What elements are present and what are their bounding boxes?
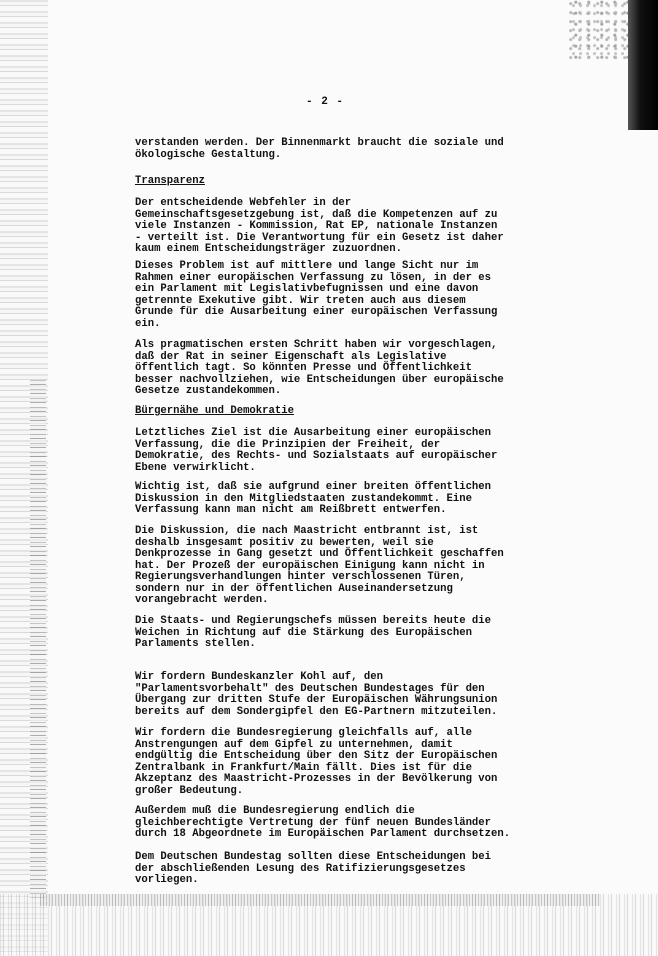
paragraph-line: Wichtig ist, daß sie aufgrund einer breiten öffentlichen xyxy=(135,481,492,493)
paragraph-line: endgültig die Entscheidung über den Sitz der Europäischen xyxy=(135,750,498,762)
paragraph-line: Rahmen einer europäischen Verfassung zu lösen, in der es xyxy=(135,271,492,284)
paragraph-line: Weichen in Richtung auf die Stärkung des Europäischen xyxy=(135,626,472,639)
heading-text: Transparenz xyxy=(135,175,205,187)
paragraph-line: Ebene verwirklicht. xyxy=(135,461,256,474)
paragraph-line: deshalb insgesamt positiv zu bewerten, weil sie xyxy=(135,536,434,549)
paragraph-line: "Parlamentsvorbehalt" des Deutschen Bundestages für den xyxy=(135,682,485,695)
paragraph xyxy=(135,428,535,474)
paragraph-line: - verteilt ist. Die Verantwortung für ein Gesetz ist daher xyxy=(135,231,504,244)
paragraph-line: ein Parlament mit Legislativbefugnissen und eine davon xyxy=(135,283,479,295)
paragraph-line: Verfassung, die die Prinzipien der Freiheit, der xyxy=(135,438,441,451)
paragraph-line: ökologische Gestaltung. xyxy=(135,148,282,161)
scan-bottom-edge-shadow xyxy=(40,894,600,906)
section-heading xyxy=(135,176,535,188)
paragraph-line: Dieses Problem ist auf mittlere und lange Sicht nur im xyxy=(135,260,479,272)
paragraph-line: Außerdem muß die Bundesregierung endlich die xyxy=(135,805,415,817)
paragraph-line: verstanden werden. Der Binnenmarkt braucht die soziale und xyxy=(135,137,504,149)
paragraph-line: bereits auf dem Sondergipfel den EG-Partnern mitzuteilen. xyxy=(135,705,498,718)
paragraph xyxy=(135,261,535,330)
paragraph-line: getrennte Exekutive gibt. Wir treten auch aus diesem xyxy=(135,294,466,307)
paragraph xyxy=(135,526,535,607)
paragraph-line: Wir fordern Bundeskanzler Kohl auf, den xyxy=(135,671,383,683)
paragraph-line: Dem Deutschen Bundestag sollten diese Entscheidungen bei xyxy=(135,851,492,863)
paragraph xyxy=(135,138,535,161)
paragraph-line: hat. Der Prozeß der europäischen Einigung kann nicht in xyxy=(135,559,485,572)
paragraph-line: vorangebracht werden. xyxy=(135,594,269,606)
paragraph-line: öffentlich tagt. So könnten Presse und Öffentlichkeit xyxy=(135,362,472,374)
paragraph xyxy=(135,728,535,797)
paragraph-line: viele Instanzen - Kommission, Rat EP, nationale Instanzen xyxy=(135,220,498,232)
paragraph-line: Demokratie, des Rechts- und Sozialstaats auf europäischer xyxy=(135,450,498,462)
paragraph xyxy=(135,672,535,718)
paragraph xyxy=(135,806,535,841)
paragraph-line: gleichberechtigte Vertretung der fünf neuen Bundesländer xyxy=(135,816,492,829)
page-number: - 2 - xyxy=(306,96,345,108)
paragraph-line: Regierungsverhandlungen hinter verschlossenen Türen, xyxy=(135,571,466,583)
paragraph-line: Letztliches Ziel ist die Ausarbeitung einer europäischen xyxy=(135,427,492,439)
paragraph-line: Grunde für die Ausarbeitung einer europäischen Verfassung xyxy=(135,306,498,318)
paragraph-line: Gemeinschaftsgesetzgebung ist, daß die Kompetenzen auf zu xyxy=(135,208,498,221)
paragraph-line: sondern nur in der öffentlichen Auseinandersetzung xyxy=(135,582,453,595)
paragraph-line: Anstrengungen auf dem Gipfel zu unternehmen, damit xyxy=(135,738,453,751)
paragraph-line: ein. xyxy=(135,317,161,330)
paragraph-line: Der entscheidende Webfehler in der xyxy=(135,197,352,209)
paragraph-line: Wir fordern die Bundesregierung gleichfalls auf, alle xyxy=(135,727,472,739)
paragraph-line: Parlaments stellen. xyxy=(135,638,256,650)
paragraph xyxy=(135,482,535,517)
paragraph xyxy=(135,340,535,398)
paragraph-line: großer Bedeutung. xyxy=(135,784,244,797)
paragraph-line: Gesetze zustandekommen. xyxy=(135,385,282,397)
paragraph-line: Diskussion in den Mitgliedstaaten zustandekommt. Eine xyxy=(135,492,472,505)
scan-left-edge-shadow xyxy=(30,380,46,900)
scan-corner-speckle xyxy=(568,0,628,60)
paragraph-line: Die Staats- und Regierungschefs müssen bereits heute die xyxy=(135,615,492,627)
paragraph-line: Denkprozesse in Gang gesetzt und Öffentlichkeit geschaffen xyxy=(135,548,504,560)
paragraph xyxy=(135,852,535,887)
paragraph-line: der abschließenden Lesung des Ratifizierungsgesetzes xyxy=(135,862,466,875)
scan-right-edge-bar xyxy=(628,0,658,130)
paragraph-line: Die Diskussion, die nach Maastricht entbrannt ist, ist xyxy=(135,525,479,537)
paragraph-line: Akzeptanz des Maastricht-Prozesses in der Bevölkerung von xyxy=(135,773,498,785)
paragraph-line: Zentralbank in Frankfurt/Main fällt. Dies ist für die xyxy=(135,761,472,774)
paragraph-line: Als pragmatischen ersten Schritt haben wir vorgeschlagen, xyxy=(135,339,498,351)
paragraph-line: daß der Rat in seiner Eigenschaft als Legislative xyxy=(135,350,447,363)
heading-text: Bürgernähe und Demokratie xyxy=(135,405,294,417)
paragraph-line: besser nachvollziehen, wie Entscheidungen über europäische xyxy=(135,373,504,386)
paragraph xyxy=(135,616,535,651)
paragraph-line: durch 18 Abgeordnete im Europäischen Parlament durchsetzen. xyxy=(135,828,511,840)
paragraph xyxy=(135,198,535,256)
paragraph-line: vorliegen. xyxy=(135,874,199,886)
paragraph-line: Übergang zur dritten Stufe der Europäischen Währungsunion xyxy=(135,694,498,706)
paragraph-line: kaum einem Entscheidungsträger zuzuordnen. xyxy=(135,243,403,255)
paragraph-line: Verfassung kann man nicht am Reißbrett entwerfen. xyxy=(135,504,447,516)
section-heading xyxy=(135,406,535,418)
